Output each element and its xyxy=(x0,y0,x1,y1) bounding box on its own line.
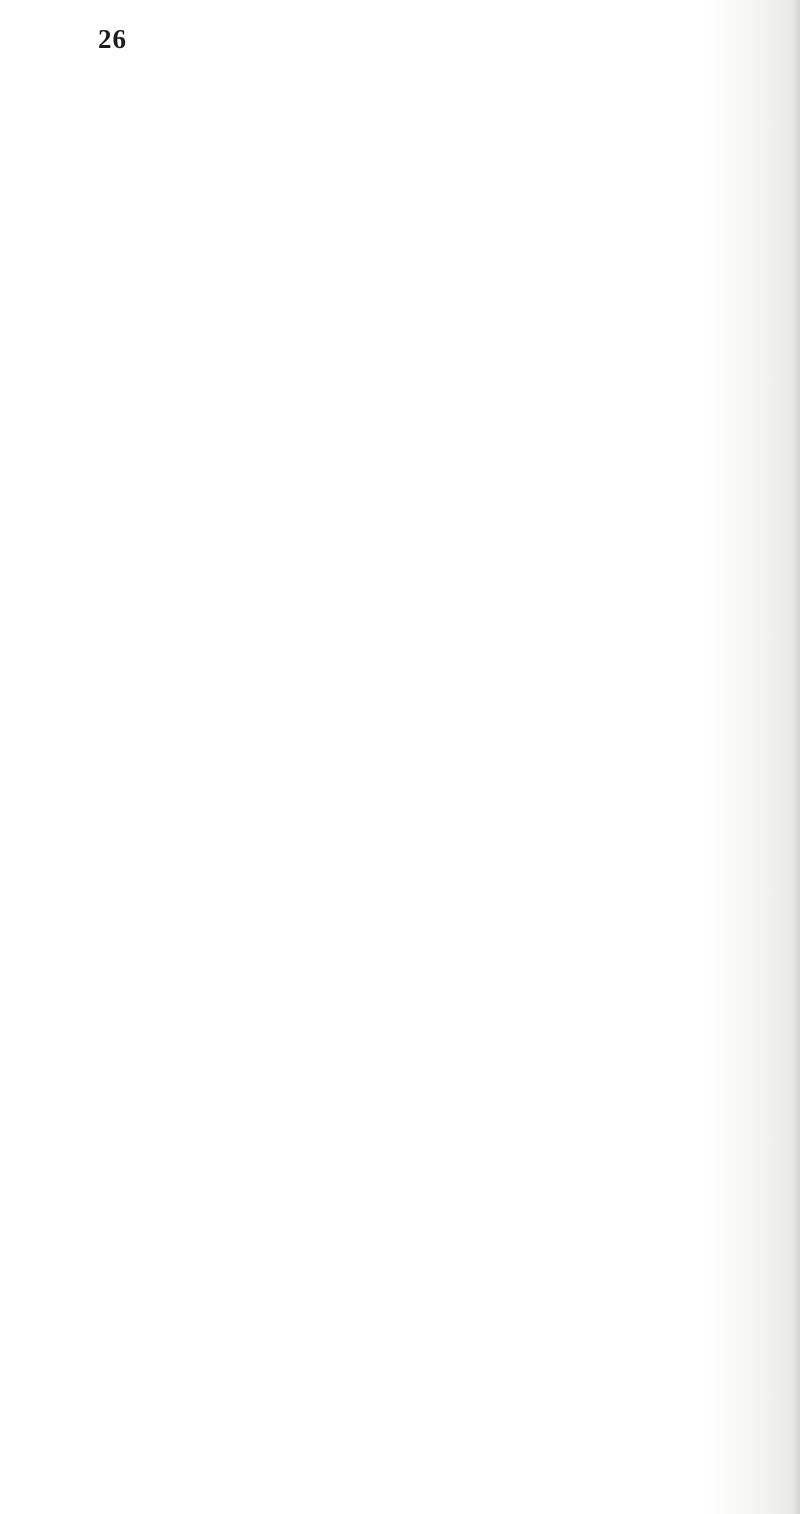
page-edge-shadow xyxy=(792,0,800,1514)
page-number: 26 xyxy=(98,24,127,54)
